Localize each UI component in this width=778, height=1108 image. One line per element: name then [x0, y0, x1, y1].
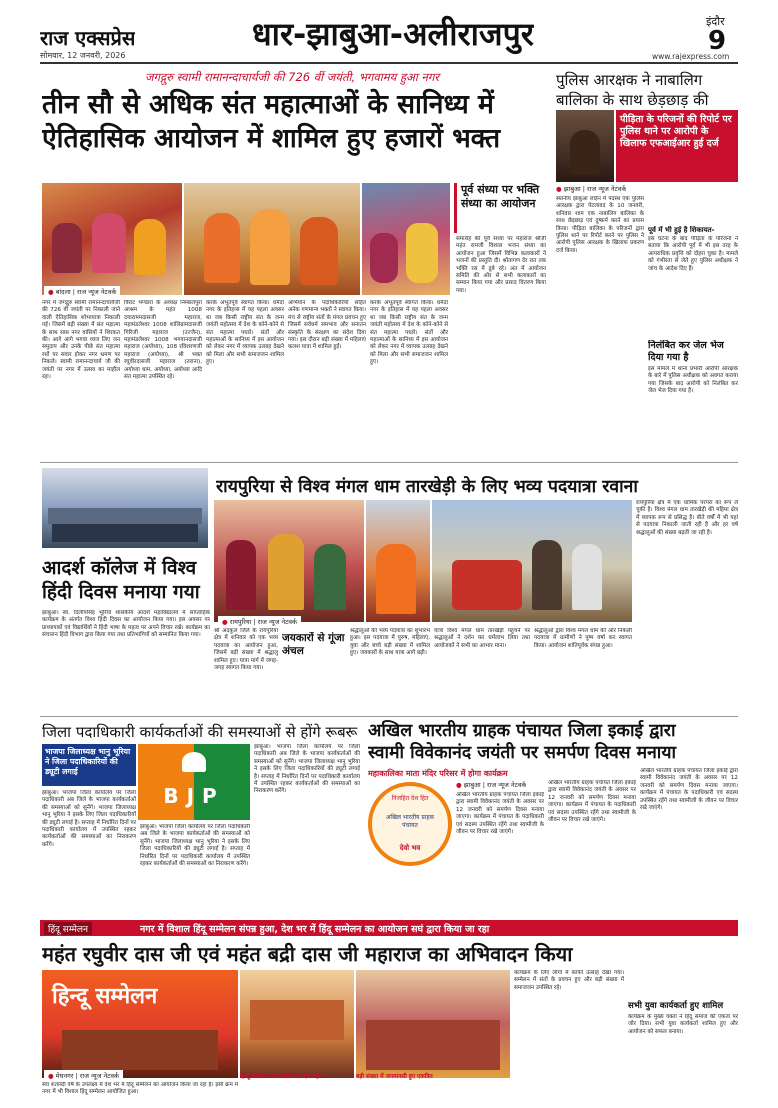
caption-bullet-icon: ●: [48, 1072, 54, 1080]
story7-photo-crowd: [356, 970, 510, 1078]
story2-subhead: पीड़िता के परिजनों की रिपोर्ट पर पुलिस थाने पर आरोपी के खिलाफ एफआईआर हुई दर्ज: [616, 110, 738, 182]
story7-caption: [44, 1070, 123, 1081]
story7-kicker: नगर में विशाल हिंदू सम्मेलन संपन्न हुआ, देश भर में हिंदू सम्मेलन का आयोजन सघं द्वारा किया जा रहा: [140, 924, 490, 935]
city-label: इंदौर: [706, 15, 725, 28]
story2-headline: पुलिस आरक्षक ने नाबालिग बालिका के साथ छेड़छाड़ की: [556, 71, 709, 109]
story2-photo: [556, 110, 614, 182]
story1-photo-crowd: [362, 183, 450, 295]
story2-body2: इस घटना के बाद पीड़िता के परिजनों ने बताया कि आरोपी पूर्व में भी इस तरह के आपराधिक प्रवृत्ति को दोहरा चुका है। मामले को गंभीरता से लेते हुए पुलिस अधीक्षक ने जांच के आदेश दिए हैं।: [648, 236, 738, 272]
story2-body: स्थानीय झाबुआ लाईन में पदस्थ एक पुलिस आरक्षक द्वारा पेटलावद के 10 जनवरी, शनिवार शाम एक नाबालिग बालिका के साथ छेड़छाड़ एवं दुष्कर्म करने का प्रयास किया। पीड़िता बालिका के परिजनों द्वारा पुलिस थाने पर रिपोर्ट करने पर पुलिस ने आरोपी पुलिस आरक्षक के खिलाफ प्रकरण दर्ज किया।: [556, 196, 644, 254]
story3-body-col4: श्रद्धालुओं द्वारा विश्व मंगल धाम की ओर निकली पदयात्रा में ग्रामीणों ने पुष्प वर्षा कर स्वागत किया। आयोजन शांतिपूर्वक संपन्न हुआ।: [534, 628, 632, 649]
story1-body-col1: नगर में जगद्गुरु स्वामी रामानन्दाचार्यजी की 726 वीं जयंती पर निकाली जाने वाली ऐतिहासिक शोभायात्रा निकाली गई। जिसमें बड़ी संख्या में संत महात्मा के साथ साथ नगर वासियों ने शिरकत की। आगे आगे भगवा ध्वज लिए जन समुदाय और उनके पीछे संत महात्मा रथों पर सवार होकर नगर भ्रमण पर निकले। स्वामी रामानन्दाचार्य जी की जयंती पर नगर में उत्सव का माहौल रहा।: [42, 300, 120, 381]
section-rule-1: [40, 462, 738, 463]
story1-kicker: जगद्गुरु स्वामी रामानन्दाचार्यजी की 726 वीं जयंती, भगवामय हुआ नगर: [144, 70, 440, 84]
edition-date: सोमवार, 12 जनवरी, 2026: [40, 51, 126, 60]
page-number: 9: [708, 26, 727, 56]
story7-banner-text: हिन्दू सम्मेलन: [52, 984, 158, 1009]
section-rule-2: [40, 716, 738, 717]
story2-body3: इस मामले में थाना प्रभारी आरोपी आरक्षक के बारे में पुलिस अधीक्षक को अवगत कराया गया जिसके बाद आरोपी को निलंबित कर जेल भेज दिया गया है।: [648, 366, 738, 395]
story2-sub3: निलंबित कर जेल भेज दिया गया है: [648, 340, 724, 363]
story1-body-col5: समारोह की पूर्व संध्या पर महाराज श्रीजी महंत रामजी विशाल भजन संध्या का आयोजन हुआ जिसमें विभिन्न कलाकारों ने भजनों की प्रस्तुति दी। श्रोतागण देर रात तक भक्ति रस में डूबे रहे। अंत में आयोजन समिति की ओर से सभी कलाकारों का सम्मान किया गया और प्रसाद वितरण किया गया।: [456, 236, 546, 294]
story4-body: झाबुआ। स्व. दिलीपसिंह भूरिया शासकीय आदर्श महाविद्यालय में साप्ताहिक कार्यक्रम के अंतर्गत विश्व हिंदी दिवस का आयोजन किया गया। इस अवसर पर प्राध्यापकों एवं विद्यार्थियों ने हिंदी भाषा के महत्व पर अपने विचार रखे। कार्यक्रम का संचालन हिंदी विभाग द्वारा किया गया तथा प्रतिभागियों को सम्मानित किया गया।: [42, 610, 210, 639]
story7-photo-banner: [42, 970, 238, 1078]
grahak-emblem: [368, 782, 452, 866]
masthead: [0, 0, 778, 62]
story7-caption-text: मेघनगर | राज न्यूज नेटवर्क: [55, 1072, 120, 1080]
story1-photo-procession: [42, 183, 182, 295]
story6-headline-2: स्वामी विवेकानंद जयंती पर समर्पण दिवस मनाया: [368, 743, 676, 763]
story1-caption-text: बांदला | राज न्यूज नेटवर्क: [55, 288, 117, 296]
story1-body-col4b: करके अभूतपूर्व स्वागत किया। धर्मदा नगर के इतिहास में यह पहला अवसर था जब किसी राष्ट्रीय संत के जन्म जयंती महोत्सव में देश के कोने-कोने से संत महात्मा पधारे। संतों और महात्माओं के सानिध्य में इस आयोजन को लेकर नगर में व्यापक उत्साह देखने को मिला और सभी समाजजन शामिल हुए।: [370, 300, 448, 366]
website: www.rajexpress.com: [652, 52, 730, 61]
story5-body-3: झाबुआ। भाजपा जिला कार्यालय पर जिला पदाधिकारी अब जिले के भाजपा कार्यकर्ताओं की समस्याओं को सुनेंगे। भाजपा जिलाध्यक्ष भानु भूरिया ने इसके लिए जिला पदाधिकारियों की ड्यूटी लगाई है। सप्ताह में निर्धारित दिनों पर पदाधिकारी कार्यालय में उपस्थित रहकर कार्यकर्ताओं की समस्याओं का निराकरण करेंगे।: [254, 744, 360, 795]
story3-body-col1: श्री अदकुल जिले के रायपुरिया क्षेत्र में शनिवार को एक भव्य पदयात्रा का आयोजन हुआ, जिसमें बड़ी संख्या में श्रद्धालु शामिल हुए। यात्रा मार्ग में जगह-जगह स्वागत किया गया।: [214, 628, 278, 672]
story1-body-col2: विराट भण्डारा के अध्यक्ष निम्बालपुरा आश्रम के महंत 1008 दयाराममदासजी महाराज, महामंडलेश्वर 1008 शालिग्रामदासजी गिरिजी महाराज (उज्जैन), महामंडलेश्वर 1008 भगवानदासजी महाराज (अयोध्या), 108 रविशरणजी महाराज (अयोध्या), श्री भक्त रघुवीरदासजी महाराज (तराना), अयोध्या धाम, अयोध्या, अयोध्या आदि संत महात्मा उपस्थित रहे।: [124, 300, 202, 381]
story7-sub2: सभी युवा कार्यकर्ता हुए शामिल: [628, 1001, 724, 1011]
story3-body-col2: श्रद्धालुओं की भव्य पदयात्रा का शुभारंभ हुआ। इस पदयात्रा में पुरुष, महिलाएं, युवा और बच्चे बड़ी संख्या में शामिल हुए। जयकारों के साथ यात्रा आगे बढ़ी।: [350, 628, 430, 657]
story7-band: [40, 920, 738, 936]
caption-bullet-icon: ●: [48, 288, 54, 296]
story1-body-col4: अभियान के पदाधिकारियों सहित अनेक गणमान्य भक्तों ने स्वागत किया। मंच से राष्ट्रीय संतों के मंगल प्रवचन हुए जिसमें सर्वधर्म समभाव और सनातन संस्कृति के संरक्षण का संदेश दिया गया। इस दौरान बड़ी संख्या में महिलाएं कलश यात्रा में शामिल हुईं।: [288, 300, 366, 351]
story3-body-col3: यात्रा विश्व मंगल धाम तारखेड़ी पहुंचने पर श्रद्धालुओं ने दर्शन कर धर्मलाभ लिया तथा आयोजकों ने सभी का आभार माना।: [434, 628, 530, 649]
story2-caption-text: झाबुआ | राज न्यूज नेटवर्क: [563, 185, 627, 193]
story2-caption: [556, 184, 626, 193]
story6-body-2: अखिल भारतीय ग्राहक पंचायत जिला इकाई द्वारा स्वामी विवेकानंद जयंती के अवसर पर 12 जनवरी को समर्पण दिवस मनाया जाएगा। कार्यक्रम में पंचायत के पदाधिकारी एवं सदस्य उपस्थित रहेंगे तथा स्वामीजी के जीवन पर विचार रखे जाएंगे।: [548, 780, 636, 824]
story1-photo-caption: [44, 286, 120, 297]
story7-headline: महंत रघुवीर दास जी एवं महंत बद्री दास जी महाराज का अभिवादन किया: [42, 942, 573, 966]
story6-body-3: अखिल भारतीय ग्राहक पंचायत जिला इकाई द्वारा स्वामी विवेकानंद जयंती के अवसर पर 12 जनवरी को समर्पण दिवस मनाया जाएगा। कार्यक्रम में पंचायत के पदाधिकारी एवं सदस्य उपस्थित रहेंगे तथा स्वामीजी के जीवन पर विचार रखे जाएंगे।: [640, 768, 738, 812]
story1-sidebox: [454, 183, 544, 233]
bjp-logo-letters: BJP: [163, 784, 225, 808]
story7-section-label: हिंदू सम्मेलन: [44, 922, 92, 935]
story7-photo2-caption: हिन्दू सम्मेलन में मंचासीन संत एवं महंत: [240, 1074, 323, 1080]
region-title: धार-झाबुआ-अलीराजपुर: [252, 15, 534, 53]
story4-headline-2: हिंदी दिवस मनाया गया: [42, 581, 200, 603]
story3-inset-title: जयकारों से गूंजा अंचल: [282, 632, 345, 657]
story1-sidebox-title: पूर्व संध्या पर भक्ति संध्या का आयोजन: [461, 183, 540, 210]
story5-headline: जिला पदाधिकारी कार्यकर्ताओं की समस्याओं से होंगे रूबरू: [42, 723, 358, 741]
story3-photo-2: [366, 500, 430, 622]
story3-body-col5: रायपुरिया क्षेत्र में एक धार्मिक परंपरा का रूप ले चुकी है। विश्व मंगल धाम तारखेड़ी की महिमा क्षेत्र में व्यापक रूप से प्रसिद्ध है। बीते वर्षों में भी यहां से पदयात्रा निकाली जाती रही है और हर वर्ष श्रद्धालुओं की संख्या बढ़ती जा रही है।: [636, 500, 738, 536]
story3-photo-3: [432, 500, 632, 622]
story1-headline-1: तीन सौ से अधिक संत महात्माओं के सानिध्य में: [42, 89, 494, 120]
story7-body-col2: कार्यक्रम के लिए लोगों में काफी उत्साह देखा गया। सम्मेलन में संतों के प्रवचन हुए और बड़ी संख्या में समाजजन उपस्थित रहे।: [514, 970, 624, 991]
story3-caption: [218, 616, 301, 627]
story3-photo-1: [214, 500, 364, 622]
story4-photo: [42, 468, 208, 548]
story3-headline: रायपुरिया से विश्व मंगल धाम तारखेड़ी के लिए भव्य पदयात्रा रवाना: [216, 477, 638, 497]
story6-headline-1: अखिल भारतीय ग्राहक पंचायत जिला इकाई द्वारा: [368, 721, 676, 741]
story2-sub2: पूर्व में भी हुई है शिकायत-: [648, 226, 715, 234]
story1-headline-2: ऐतिहासिक आयोजन में शामिल हुए हजारों भक्त: [42, 123, 501, 154]
story5-body: झाबुआ। भाजपा जिला कार्यालय पर जिला पदाधिकारी अब जिले के भाजपा कार्यकर्ताओं की समस्याओं को सुनेंगे। भाजपा जिलाध्यक्ष भानु भूरिया ने इसके लिए जिला पदाधिकारियों की ड्यूटी लगाई है। सप्ताह में निर्धारित दिनों पर पदाधिकारी कार्यालय में उपस्थित रहकर कार्यकर्ताओं की समस्याओं का निराकरण करेंगे।: [42, 790, 136, 848]
story7-body-col3: कार्यक्रम के मुख्य वक्ता ने हिंदू समाज की एकता पर जोर दिया। सभी युवा कार्यकर्ता शामिल हुए और आयोजन को सफल बनाया।: [628, 1014, 738, 1035]
story1-body-col3: करके अभूतपूर्व स्वागत किया। धर्मदा नगर के इतिहास में यह पहला अवसर था जब किसी राष्ट्रीय संत के जन्म जयंती महोत्सव में देश के कोने-कोने से संत महात्मा पधारे। संतों और महात्माओं के सानिध्य में इस आयोजन को लेकर नगर में व्यापक उत्साह देखने को मिला और सभी समाजजन शामिल हुए।: [206, 300, 284, 366]
story5-body-2: झाबुआ। भाजपा जिला कार्यालय पर जिला पदाधिकारी अब जिले के भाजपा कार्यकर्ताओं की समस्याओं को सुनेंगे। भाजपा जिलाध्यक्ष भानु भूरिया ने इसके लिए जिला पदाधिकारियों की ड्यूटी लगाई है। सप्ताह में निर्धारित दिनों पर पदाधिकारी कार्यालय में उपस्थित रहकर कार्यकर्ताओं की समस्याओं का निराकरण करेंगे।: [140, 824, 250, 868]
bjp-lotus-icon: [182, 752, 206, 772]
story7-photo3-caption: बड़ी संख्या में जनमानसी हुए एकत्रित: [356, 1074, 433, 1080]
emblem-top-text: निजहित देश हित: [391, 795, 429, 802]
story6-caption-text: झाबुआ | राज न्यूज नेटवर्क: [463, 781, 527, 789]
story6-subhead: महाकालिका माता मंदिर परिसर में होगा कार्यक्रम: [368, 769, 508, 778]
story5-boxed-subhead: भाजपा जिलाध्यक्ष भानु भूरिया ने जिला पदाधिकारियों की ड्यूटी लगाई: [42, 744, 136, 786]
story7-photo-stage: [240, 970, 354, 1078]
masthead-rule: [40, 62, 738, 64]
story6-caption: [456, 780, 526, 789]
caption-bullet-icon: ●: [556, 185, 562, 193]
bjp-logo: [138, 744, 250, 820]
caption-bullet-icon: ●: [222, 618, 228, 626]
story1-photo-saints: [184, 183, 360, 295]
caption-bullet-icon: ●: [456, 781, 462, 789]
story7-body-col1: संघ शताब्दी वर्ष के उपलक्ष्य में देश भर में हिंदू सम्मेलन का आयोजन किया जा रहा है। इसी क्रम में नगर में भी विशाल हिंदू सम्मेलन आयोजित हुआ।: [42, 1082, 238, 1096]
story6-body: अखिल भारतीय ग्राहक पंचायत जिला इकाई द्वारा स्वामी विवेकानंद जयंती के अवसर पर 12 जनवरी को समर्पण दिवस मनाया जाएगा। कार्यक्रम में पंचायत के पदाधिकारी एवं सदस्य उपस्थित रहेंगे तथा स्वामीजी के जीवन पर विचार रखे जाएंगे।: [456, 792, 544, 836]
emblem-bottom-text: देवो भव: [399, 844, 421, 852]
emblem-ring-text: अखिल भारतीय ग्राहक पंचायत: [385, 814, 435, 829]
story3-caption-text: रायपुरिया | राज न्यूज नेटवर्क: [229, 618, 297, 626]
story4-headline-1: आदर्श कॉलेज में विश्व: [42, 557, 197, 579]
brand-logo: राज एक्सप्रेस: [40, 26, 136, 50]
